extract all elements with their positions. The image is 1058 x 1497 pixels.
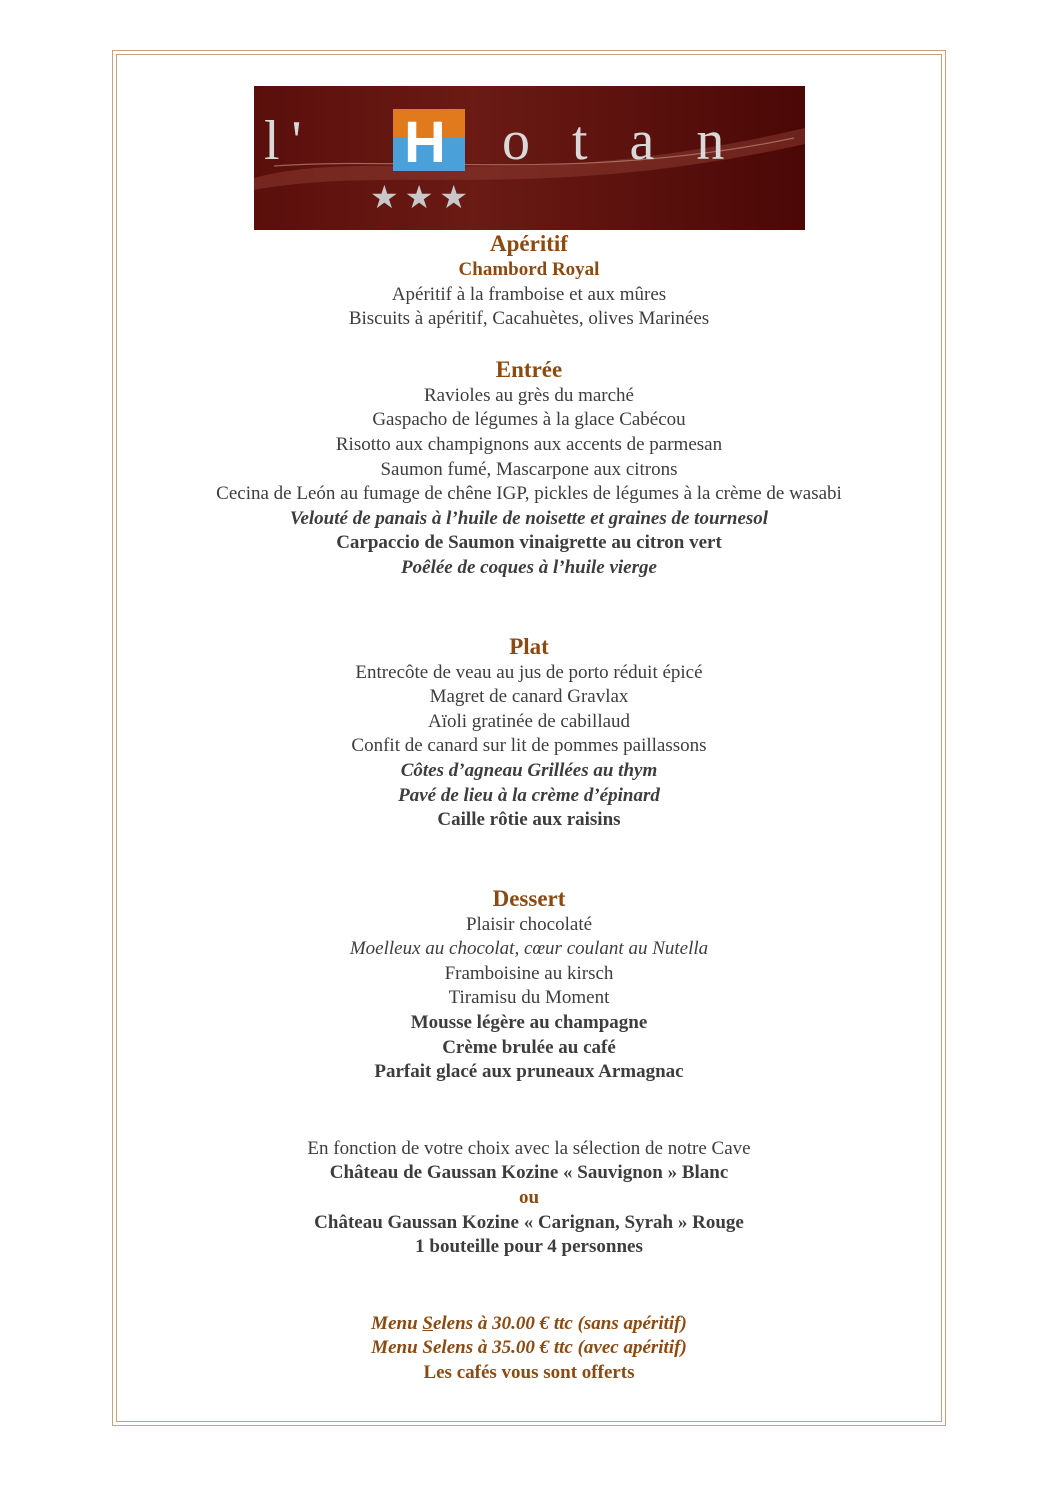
plat-item: Confit de canard sur lit de pommes paillassons xyxy=(351,735,707,757)
logo-stars: ★★★ xyxy=(370,178,475,216)
dessert-item: Crème brulée au café xyxy=(442,1036,616,1058)
logo-text-rest: otan xyxy=(502,110,767,172)
entree-item: Gaspacho de légumes à la glace Cabécou xyxy=(372,409,686,431)
dessert-item: Framboisine au kirsch xyxy=(444,962,614,984)
dessert-item: Mousse légère au champagne xyxy=(410,1012,648,1034)
hotel-logo xyxy=(254,86,805,230)
price-line-3: Les cafés vous sont offerts xyxy=(423,1362,635,1383)
wine-intro: En fonction de votre choix avec la sélection de notre Cave xyxy=(307,1137,751,1159)
dessert-item: Moelleux au chocolat, cœur coulant au Nutella xyxy=(349,938,709,960)
wine-bottle: 1 bouteille pour 4 personnes xyxy=(415,1236,643,1258)
wine-white: Château de Gaussan Kozine « Sauvignon » Blanc xyxy=(329,1162,729,1184)
entree-item: Saumon fumé, Mascarpone aux citrons xyxy=(380,458,678,480)
entree-item: Velouté de panais à l’huile de noisette et graines de tournesol xyxy=(289,507,769,529)
wine-or: ou xyxy=(518,1187,540,1209)
plat-item: Caille rôtie aux raisins xyxy=(437,809,621,831)
plat-heading: Plat xyxy=(509,633,549,659)
plat-item: Côtes d’agneau Grillées au thym xyxy=(400,759,658,781)
plat-item: Magret de canard Gravlax xyxy=(429,686,629,708)
dessert-item: Tiramisu du Moment xyxy=(448,987,610,1009)
entree-item: Cecina de León au fumage de chêne IGP, pickles de légumes à la crème de wasabi xyxy=(216,483,842,505)
logo-text-l: l' xyxy=(264,110,314,172)
dessert-item: Plaisir chocolaté xyxy=(465,913,593,935)
price-line-2: Menu Selens à 35.00 € ttc (avec apéritif) xyxy=(371,1337,687,1359)
dessert-item: Parfait glacé aux pruneaux Armagnac xyxy=(374,1061,684,1083)
aperitif-item: Biscuits à apéritif, Cacahuètes, olives Marinées xyxy=(348,308,710,330)
plat-item: Entrecôte de veau au jus de porto réduit épicé xyxy=(355,661,703,683)
plat-item: Aïoli gratinée de cabillaud xyxy=(427,710,631,732)
wine-red: Château Gaussan Kozine « Carignan, Syrah » Rouge xyxy=(314,1211,744,1233)
logo-text-h: H xyxy=(404,110,446,175)
price-line-1: Menu Selens à 30.00 € ttc (sans apéritif) xyxy=(371,1312,687,1334)
aperitif-item: Apéritif à la framboise et aux mûres xyxy=(391,283,667,305)
aperitif-heading: Apéritif xyxy=(490,231,568,256)
entree-item: Ravioles au grès du marché xyxy=(424,384,634,406)
dessert-heading: Dessert xyxy=(492,885,566,911)
plat-item: Pavé de lieu à la crème d’épinard xyxy=(398,784,660,806)
entree-item: Risotto aux champignons aux accents de parmesan xyxy=(335,433,723,455)
entree-heading: Entrée xyxy=(495,356,563,382)
aperitif-sub: Chambord Royal xyxy=(458,259,600,280)
menu-content xyxy=(116,230,942,1386)
entree-item: Poêlée de coques à l’huile vierge xyxy=(401,556,657,578)
entree-item: Carpaccio de Saumon vinaigrette au citron vert xyxy=(336,532,722,554)
